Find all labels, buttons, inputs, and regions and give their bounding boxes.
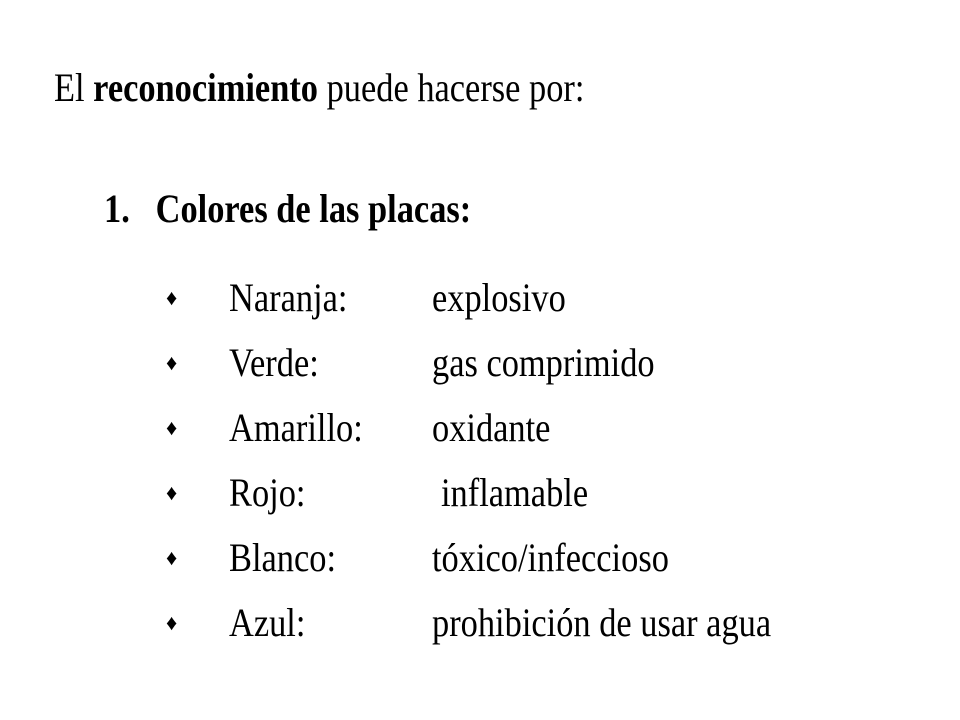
- color-meaning: explosivo: [432, 275, 566, 320]
- intro-suffix: puede hacerse por:: [317, 65, 585, 110]
- section-title: Colores de las placas:: [155, 186, 472, 231]
- color-label: Naranja:: [229, 275, 348, 320]
- color-meaning: tóxico/infeccioso: [432, 535, 669, 580]
- color-meaning: inflamable: [441, 470, 589, 515]
- color-label: Verde:: [229, 340, 319, 385]
- color-label: Blanco:: [229, 535, 337, 580]
- intro-bold-word: reconocimiento: [93, 65, 318, 110]
- diamond-bullet-icon: ♦: [166, 350, 178, 375]
- diamond-bullet-icon: ♦: [166, 285, 178, 310]
- diamond-bullet-icon: ♦: [166, 480, 178, 505]
- diamond-bullet-icon: ♦: [166, 415, 178, 440]
- intro-prefix: El: [54, 65, 94, 110]
- intro-text: [54, 62, 584, 114]
- section-heading: [104, 183, 471, 235]
- diamond-bullet-icon: ♦: [166, 610, 178, 635]
- color-label: Amarillo:: [229, 405, 363, 450]
- color-label: Azul:: [229, 600, 306, 645]
- color-meaning: gas comprimido: [432, 340, 655, 385]
- color-meaning: oxidante: [432, 405, 551, 450]
- section-number: 1.: [104, 186, 130, 231]
- color-label: Rojo:: [229, 470, 306, 515]
- diamond-bullet-icon: ♦: [166, 545, 178, 570]
- color-meaning: prohibición de usar agua: [432, 600, 772, 645]
